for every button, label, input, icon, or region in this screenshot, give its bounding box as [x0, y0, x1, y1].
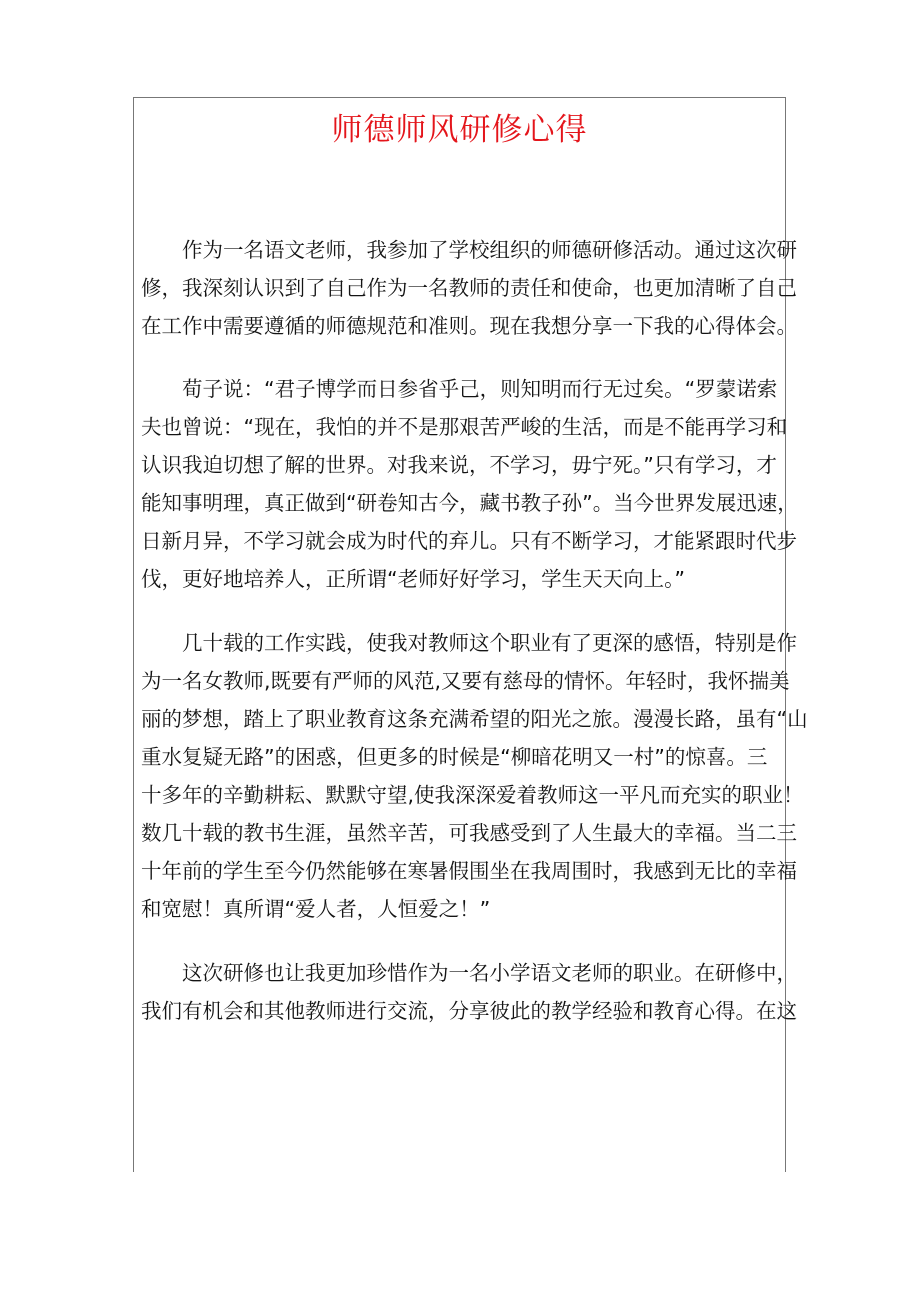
- paragraph-line: 能知事明理，真正做到“研卷知古今，藏书教子孙”。当今世界发展迅速，: [141, 491, 798, 515]
- document-title: 师德师风研修心得: [331, 112, 588, 148]
- paragraph-line: 十多年的辛勤耕耘、默默守望,使我深深爱着教师这一平凡而充实的职业！: [141, 783, 804, 807]
- paragraph-3: [141, 624, 808, 928]
- paragraph-line: 伐，更好地培养人，正所谓“老师好好学习，学生天天向上。”: [141, 567, 685, 591]
- paragraph-line: 修，我深刻认识到了自己作为一名教师的责任和使命，也更加清晰了自己: [141, 276, 797, 300]
- paragraph-line: 数几十载的教书生涯，虽然辛苦，可我感受到了人生最大的幸福。当二三: [141, 821, 797, 845]
- paragraph-4: [141, 954, 797, 1030]
- paragraph-line: 为一名女教师,既要有严师的风范,又要有慈母的情怀。年轻时，我怀揣美: [141, 669, 790, 693]
- paragraph-line: 丽的梦想，踏上了职业教育这条充满希望的阳光之旅。漫漫长路，虽有“山: [141, 707, 808, 731]
- paragraph-2: [141, 370, 798, 598]
- paragraph-line: 我们有机会和其他教师进行交流，分享彼此的教学经验和教育心得。在这: [141, 999, 797, 1023]
- paragraph-line: 认识我迫切想了解的世界。对我来说，不学习，毋宁死。”只有学习，才: [141, 453, 777, 477]
- paragraph-line: 在工作中需要遵循的师德规范和准则。现在我想分享一下我的心得体会。: [141, 314, 797, 338]
- paragraph-1: [141, 231, 797, 345]
- paragraph-line: 这次研修也让我更加珍惜作为一名小学语文老师的职业。在研修中，: [182, 961, 797, 985]
- paragraph-line: 荀子说：“君子博学而日参省乎己，则知明而行无过矣。“罗蒙诺索: [182, 377, 778, 401]
- paragraph-line: 和宽慰！真所谓“爱人者，人恒爱之！”: [141, 897, 491, 921]
- paragraph-line: 十年前的学生至今仍然能够在寒暑假围坐在我周围时，我感到无比的幸福: [141, 859, 797, 883]
- paragraph-line: 几十载的工作实践，使我对教师这个职业有了更深的感悟，特别是作: [182, 631, 797, 655]
- document-body: [141, 231, 808, 1030]
- paragraph-line: 作为一名语文老师，我参加了学校组织的师德研修活动。通过这次研: [182, 238, 797, 262]
- paragraph-line: 重水复疑无路”的困惑，但更多的时候是“柳暗花明又一村”的惊喜。三: [141, 745, 768, 769]
- paragraph-line: 夫也曾说：“现在，我怕的并不是那艰苦严峻的生活，而是不能再学习和: [141, 415, 788, 439]
- paragraph-line: 日新月异，不学习就会成为时代的弃儿。只有不断学习，才能紧跟时代步: [141, 529, 797, 553]
